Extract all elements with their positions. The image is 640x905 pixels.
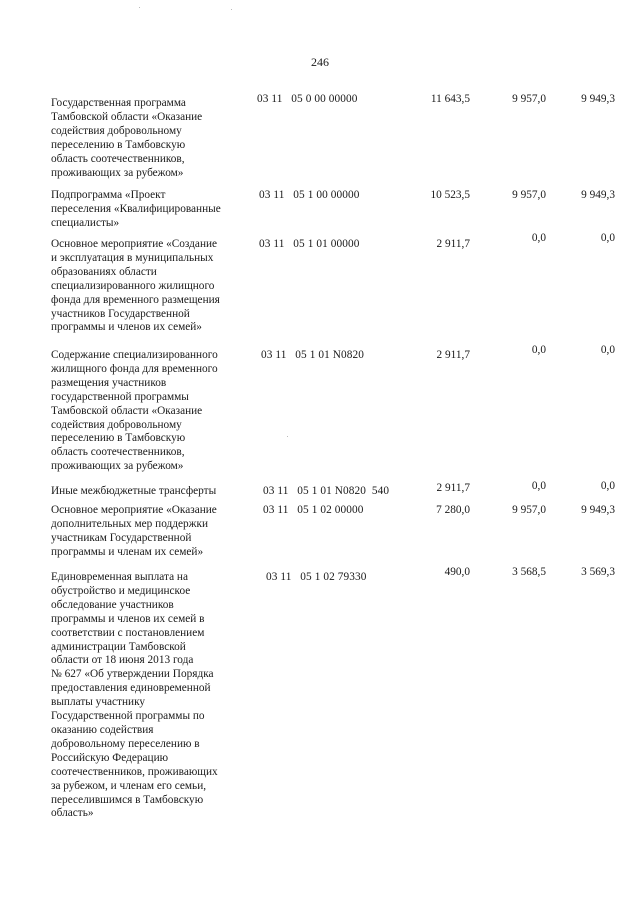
scan-speck	[287, 436, 288, 437]
scan-speck	[231, 9, 232, 10]
row-code: 03 11 05 1 00 00000	[259, 189, 360, 201]
row-name: Основное мероприятие «Оказание дополнительных мер поддержки участникам Государственной программы и членам их семей»	[51, 504, 217, 558]
row-code: 03 11 05 1 01 N0820 540	[263, 485, 390, 497]
row-code: 03 11 05 1 01 N0820	[261, 349, 365, 361]
row-code: 03 11 05 1 02 79330	[266, 571, 367, 583]
row-amount-2: 9 957,0	[512, 189, 546, 201]
row-code: 03 11 05 1 01 00000	[259, 238, 360, 250]
row-name: Иные межбюджетные трансферты	[51, 485, 217, 497]
row-name: Содержание специализированного жилищного фонда для временного размещения участников государственной программы Тамбовской области «Оказание содействия добровольному переселению в Тамбовскую область соотечественников, проживающих за рубежом»	[51, 349, 218, 473]
row-amount-1: 2 911,7	[436, 238, 470, 250]
row-amount-1: 10 523,5	[430, 189, 470, 201]
row-amount-3: 9 949,3	[581, 504, 615, 516]
row-amount-1: 2 911,7	[436, 349, 470, 361]
row-amount-1: 7 280,0	[436, 504, 470, 516]
row-amount-1: 490,0	[444, 566, 470, 578]
row-amount-2: 0,0	[531, 344, 546, 356]
scan-speck	[139, 7, 140, 8]
row-name: Государственная программа Тамбовской области «Оказание содействия добровольному переселению в Тамбовскую область соотечественников, проживающих за рубежом»	[51, 97, 203, 179]
row-amount-2: 0,0	[531, 232, 546, 244]
row-name: Единовременная выплата на обустройство и медицинское обследование участников программы и членов их семей в соответствии с постановлением администрации Тамбовской области от 18 июня 2013 года № 627 «Об утверждении Порядка предоставления единовременной выплаты участнику Государственной программы по оказанию содействия добровольному переселению в Российскую Федерацию соотечественников, проживающих за рубежом, и членам его семьи, переселившимся в Тамбовскую область»	[51, 571, 218, 820]
row-code: 03 11 05 1 02 00000	[263, 504, 364, 516]
row-amount-3: 9 949,3	[581, 93, 615, 105]
row-amount-3: 9 949,3	[581, 189, 615, 201]
row-amount-2: 9 957,0	[512, 504, 546, 516]
row-amount-3: 0,0	[600, 480, 615, 492]
row-amount-3: 0,0	[600, 232, 615, 244]
row-amount-3: 3 569,3	[581, 566, 615, 578]
row-code: 03 11 05 0 00 00000	[257, 93, 358, 105]
page-number: 246	[311, 55, 329, 69]
row-name: Основное мероприятие «Создание и эксплуатация в муниципальных образованиях области специализированного жилищного фонда для временного размещения участников Государственной программы и членов их семей»	[51, 238, 220, 334]
row-amount-1: 11 643,5	[430, 93, 470, 105]
row-amount-2: 3 568,5	[512, 566, 546, 578]
row-amount-2: 0,0	[531, 480, 546, 492]
row-amount-3: 0,0	[600, 344, 615, 356]
row-name: Подпрограмма «Проект переселения «Квалифицированные специалисты»	[51, 189, 221, 229]
row-amount-1: 2 911,7	[436, 482, 470, 494]
row-amount-2: 9 957,0	[512, 93, 546, 105]
